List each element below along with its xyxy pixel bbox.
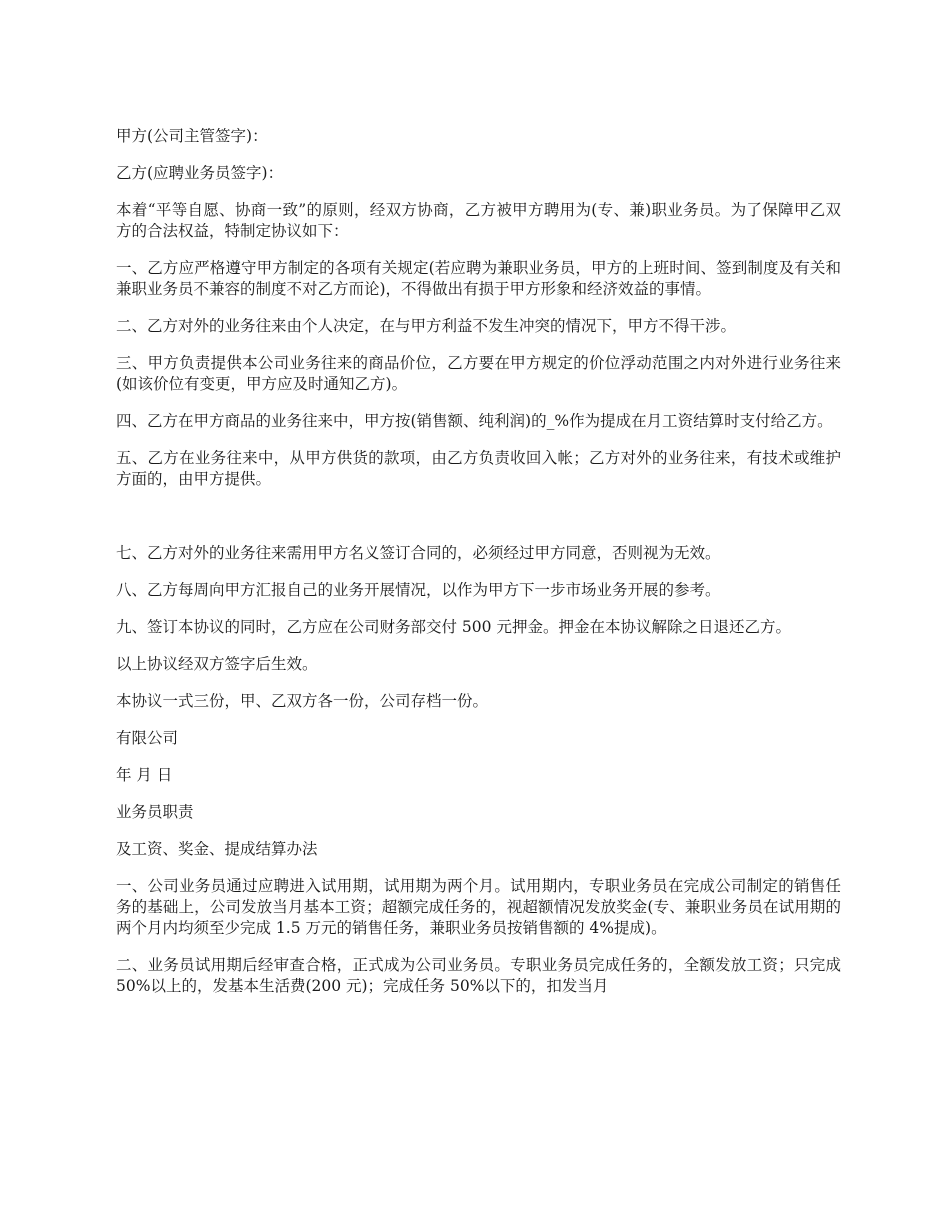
section-title: 业务员职责 bbox=[116, 803, 194, 821]
clause-3: 三、甲方负责提供本公司业务往来的商品价位，乙方要在甲方规定的价位浮动范围之内对外进行业务往来(如该价位有变更，甲方应及时通知乙方)。 bbox=[116, 354, 841, 393]
duties-clause-1: 一、公司业务员通过应聘进入试用期，试用期为两个月。试用期内，专职业务员在完成公司制定的销售任务的基础上，公司发放当月基本工资；超额完成任务的，视超额情况发放奖金(专、兼职业务员在试用期的两个月内均须至少完成 1.5 万元的销售任务，兼职业务员按销售额的 4%提成)。 bbox=[116, 877, 841, 937]
copies-statement: 本协议一式三份，甲、乙双方各一份，公司存档一份。 bbox=[116, 692, 489, 710]
clause-1: 一、乙方应严格遵守甲方制定的各项有关规定(若应聘为兼职业务员，甲方的上班时间、签到制度及有关和兼职业务员不兼容的制度不对乙方而论)，不得做出有损于甲方形象和经济效益的事情。 bbox=[116, 259, 841, 298]
company-name-line: 有限公司 bbox=[116, 729, 179, 747]
clause-4: 四、乙方在甲方商品的业务往来中，甲方按(销售额、纯利润)的_%作为提成在月工资结算时支付给乙方。 bbox=[116, 412, 833, 430]
agreement-preamble: 本着“平等自愿、协商一致”的原则，经双方协商，乙方被甲方聘用为(专、兼)职业务员。为了保障甲乙双方的合法权益，特制定协议如下： bbox=[116, 201, 841, 240]
document-page bbox=[116, 126, 841, 1013]
clause-5: 五、乙方在业务往来中，从甲方供货的款项，由乙方负责收回入帐；乙方对外的业务往来，有技术或维护方面的，由甲方提供。 bbox=[116, 449, 841, 488]
party-b-signature-line: 乙方(应聘业务员签字)： bbox=[116, 164, 284, 182]
date-line: 年 月 日 bbox=[116, 766, 173, 784]
section-subtitle: 及工资、奖金、提成结算办法 bbox=[116, 840, 318, 858]
effective-statement: 以上协议经双方签字后生效。 bbox=[116, 655, 318, 673]
clause-7: 七、乙方对外的业务往来需用甲方名义签订合同的，必须经过甲方同意，否则视为无效。 bbox=[116, 544, 721, 562]
duties-clause-2: 二、业务员试用期后经审查合格，正式成为公司业务员。专职业务员完成任务的，全额发放工资；只完成 50%以上的，发基本生活费(200 元)；完成任务 50%以下的，扣发当月 bbox=[116, 956, 841, 995]
clause-2: 二、乙方对外的业务往来由个人决定，在与甲方利益不发生冲突的情况下，甲方不得干涉。 bbox=[116, 317, 737, 335]
party-a-signature-line: 甲方(公司主管签字)： bbox=[116, 127, 268, 145]
clause-8: 八、乙方每周向甲方汇报自己的业务开展情况，以作为甲方下一步市场业务开展的参考。 bbox=[116, 581, 721, 599]
blank-gap bbox=[116, 506, 841, 543]
clause-9: 九、签订本协议的同时，乙方应在公司财务部交付 500 元押金。押金在本协议解除之日退还乙方。 bbox=[116, 618, 791, 636]
